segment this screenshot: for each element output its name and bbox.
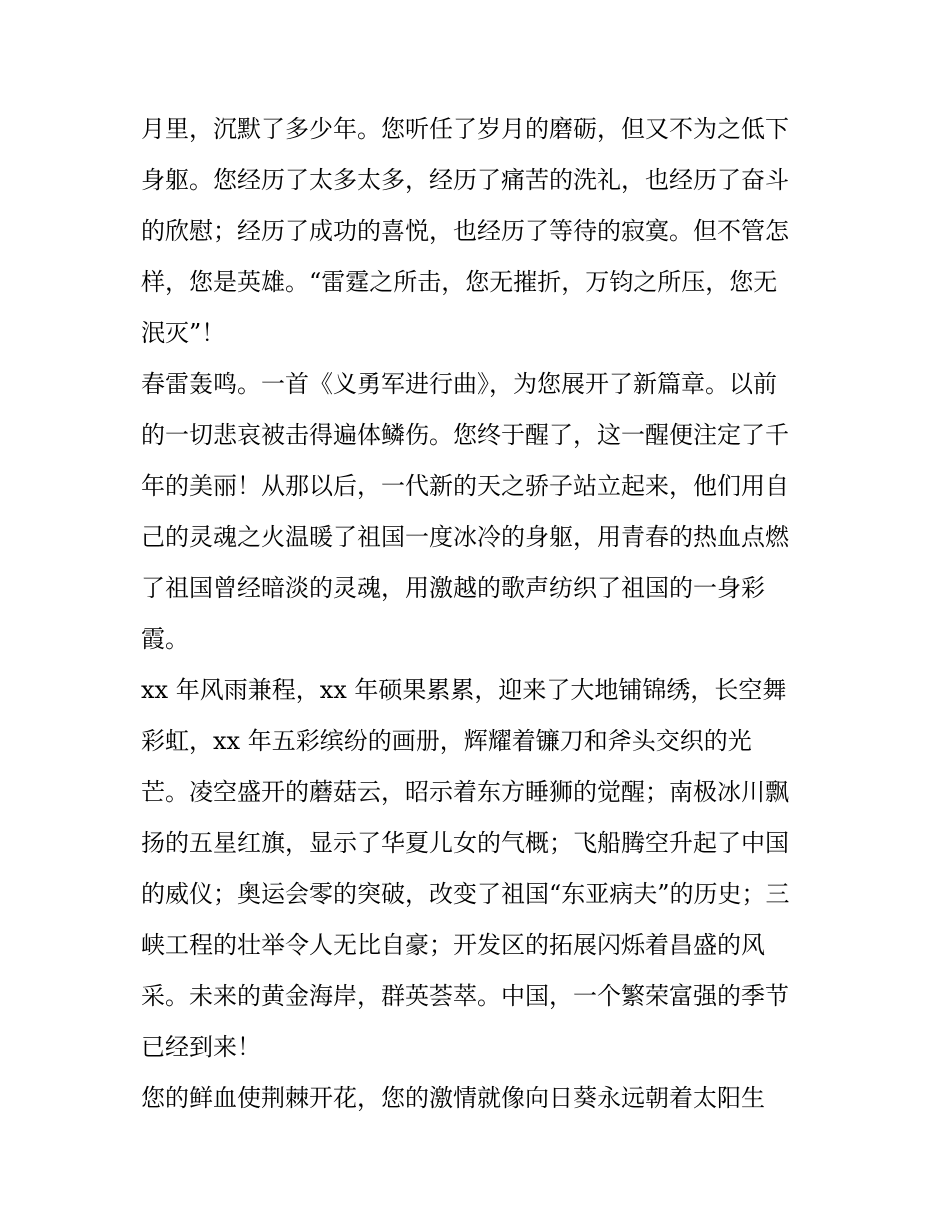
text-line-13: 彩虹，xx 年五彩缤纷的画册，辉耀着镰刀和斧头交织的光 xyxy=(141,727,752,755)
text-line-3: 的欣慰；经历了成功的喜悦，也经历了等待的寂寞。但不管怎 xyxy=(141,217,789,245)
text-line-4: 样，您是英雄。“雷霆之所击，您无摧折，万钧之所压，您无 xyxy=(141,268,778,296)
text-line-7: 的一切悲哀被击得遍体鳞伤。您终于醒了，这一醒便注定了千 xyxy=(141,421,789,449)
text-line-12: xx 年风雨兼程，xx 年硕果累累，迎来了大地铺锦绣，长空舞 xyxy=(141,676,787,704)
text-line-20: 您的鲜血使荆棘开花，您的激情就像向日葵永远朝着太阳生 xyxy=(141,1084,765,1112)
text-line-6: 春雷轰鸣。一首《义勇军进行曲》，为您展开了新篇章。以前 xyxy=(141,370,777,398)
text-line-10: 了祖国曾经暗淡的灵魂，用激越的歌声纺织了祖国的一身彩 xyxy=(141,574,765,602)
text-line-15: 扬的五星红旗，显示了华夏儿女的气概；飞船腾空升起了中国 xyxy=(141,829,789,857)
text-line-9: 己的灵魂之火温暖了祖国一度冰冷的身躯，用青春的热血点燃 xyxy=(141,523,789,551)
text-line-19: 已经到来！ xyxy=(141,1033,261,1061)
text-line-16: 的威仪；奥运会零的突破，改变了祖国“东亚病夫”的历史；三 xyxy=(141,880,790,908)
text-line-11: 霞。 xyxy=(141,625,189,653)
text-line-17: 峡工程的壮举令人无比自豪；开发区的拓展闪烁着昌盛的风 xyxy=(141,931,765,959)
text-line-1: 月里，沉默了多少年。您听任了岁月的磨砺，但又不为之低下 xyxy=(141,115,789,143)
text-line-18: 采。未来的黄金海岸，群英荟萃。中国，一个繁荣富强的季节 xyxy=(141,982,789,1010)
text-line-8: 年的美丽！从那以后，一代新的天之骄子站立起来，他们用自 xyxy=(141,472,789,500)
text-line-2: 身躯。您经历了太多太多，经历了痛苦的洗礼，也经历了奋斗 xyxy=(141,166,789,194)
text-line-5: 泯灭”！ xyxy=(141,319,226,347)
body-text xyxy=(141,104,813,1124)
text-line-14: 芒。凌空盛开的蘑菇云，昭示着东方睡狮的觉醒；南极冰川飘 xyxy=(141,778,789,806)
